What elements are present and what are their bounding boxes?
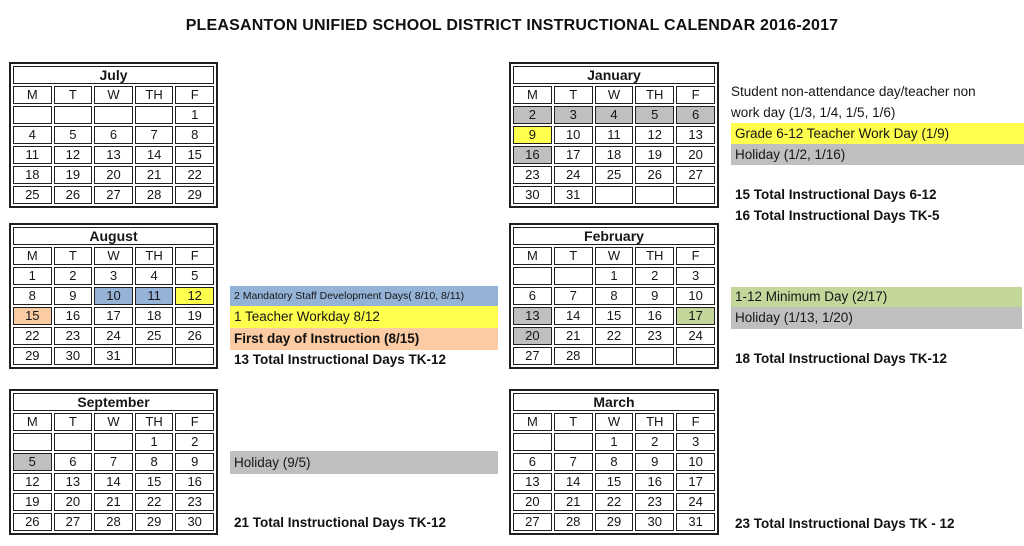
day-header-row (13, 413, 214, 431)
total-days-august: 13 Total Instructional Days TK-12 (234, 352, 447, 367)
day-cell (595, 186, 634, 204)
month-title: July (13, 66, 214, 84)
day-cell: 23 (54, 327, 93, 345)
day-cell: 1 (595, 267, 634, 285)
calendar-week-row (13, 186, 214, 204)
day-header-cell: F (175, 86, 214, 104)
day-cell: 4 (13, 126, 52, 144)
day-cell (595, 347, 634, 365)
day-header-cell: W (94, 413, 133, 431)
day-cell: 17 (676, 473, 715, 491)
day-header-cell: TH (635, 413, 674, 431)
day-cell: 18 (135, 307, 174, 325)
day-cell: 9 (635, 287, 674, 305)
day-cell: 15 (595, 307, 634, 325)
calendar-week-row (513, 433, 715, 451)
day-cell: 4 (135, 267, 174, 285)
day-cell: 25 (135, 327, 174, 345)
day-cell (635, 186, 674, 204)
day-cell: 22 (595, 327, 634, 345)
day-cell: 15 (13, 307, 52, 325)
day-cell (54, 106, 93, 124)
day-cell (94, 433, 133, 451)
day-cell: 30 (54, 347, 93, 365)
day-header-cell: T (554, 86, 593, 104)
day-cell: 9 (635, 453, 674, 471)
day-cell (13, 106, 52, 124)
day-cell: 29 (595, 513, 634, 531)
day-cell (635, 347, 674, 365)
day-header-row (13, 247, 214, 265)
day-cell: 24 (676, 327, 715, 345)
day-header-cell: M (13, 86, 52, 104)
day-header-cell: TH (135, 247, 174, 265)
day-cell: 11 (135, 287, 174, 305)
day-cell (135, 106, 174, 124)
day-cell: 14 (135, 146, 174, 164)
day-cell: 21 (94, 493, 133, 511)
day-cell: 26 (635, 166, 674, 184)
day-cell: 20 (513, 327, 552, 345)
day-header-cell: F (676, 413, 715, 431)
day-header-row (513, 247, 715, 265)
month-title: September (13, 393, 214, 411)
day-cell: 11 (595, 126, 634, 144)
calendar-week-row (513, 106, 715, 124)
calendar-week-row (513, 126, 715, 144)
day-cell: 25 (595, 166, 634, 184)
day-cell: 15 (595, 473, 634, 491)
day-cell: 12 (635, 126, 674, 144)
calendar-week-row (513, 513, 715, 531)
day-header-cell: T (54, 247, 93, 265)
calendar-week-row (513, 146, 715, 164)
day-cell: 23 (635, 493, 674, 511)
day-cell: 26 (13, 513, 52, 531)
day-cell: 23 (635, 327, 674, 345)
calendar-week-row (513, 166, 715, 184)
calendar-week-row (13, 473, 214, 491)
day-cell: 7 (554, 287, 593, 305)
day-cell: 22 (13, 327, 52, 345)
calendar-table-march (509, 389, 719, 535)
day-cell: 5 (175, 267, 214, 285)
day-header-cell: M (513, 247, 552, 265)
month-title-row (513, 393, 715, 411)
day-cell: 16 (635, 307, 674, 325)
day-cell: 9 (175, 453, 214, 471)
legend-teacher-work-day-january: Grade 6-12 Teacher Work Day (1/9) (731, 123, 1024, 144)
day-cell: 16 (54, 307, 93, 325)
day-cell: 8 (175, 126, 214, 144)
day-cell: 2 (54, 267, 93, 285)
day-cell: 20 (94, 166, 133, 184)
calendar-week-row (513, 287, 715, 305)
day-cell: 16 (635, 473, 674, 491)
day-cell: 3 (676, 433, 715, 451)
page-title: PLEASANTON UNIFIED SCHOOL DISTRICT INSTRUCTIONAL CALENDAR 2016-2017 (185, 17, 839, 34)
day-cell: 27 (94, 186, 133, 204)
day-cell: 14 (554, 307, 593, 325)
calendar-week-row (13, 453, 214, 471)
day-cell: 20 (513, 493, 552, 511)
day-cell: 13 (513, 473, 552, 491)
day-cell: 31 (554, 186, 593, 204)
day-cell: 16 (175, 473, 214, 491)
day-cell: 13 (94, 146, 133, 164)
day-header-cell: TH (635, 86, 674, 104)
calendar-week-row (13, 267, 214, 285)
day-cell: 10 (94, 287, 133, 305)
day-header-cell: TH (635, 247, 674, 265)
day-header-cell: T (554, 413, 593, 431)
day-cell: 21 (135, 166, 174, 184)
day-cell: 23 (513, 166, 552, 184)
calendar-table-january (509, 62, 719, 208)
day-cell: 29 (13, 347, 52, 365)
day-cell (554, 267, 593, 285)
calendar-table-july (9, 62, 218, 208)
day-cell: 6 (94, 126, 133, 144)
day-cell: 2 (635, 267, 674, 285)
day-cell: 6 (513, 287, 552, 305)
day-cell: 6 (676, 106, 715, 124)
calendar-week-row (13, 433, 214, 451)
calendar-week-row (13, 126, 214, 144)
day-cell: 7 (554, 453, 593, 471)
day-cell: 19 (635, 146, 674, 164)
day-cell: 8 (595, 287, 634, 305)
day-cell: 5 (54, 126, 93, 144)
day-cell: 24 (94, 327, 133, 345)
month-title-row (513, 66, 715, 84)
day-header-cell: W (595, 413, 634, 431)
day-header-cell: M (513, 413, 552, 431)
day-cell: 9 (54, 287, 93, 305)
day-header-cell: F (676, 247, 715, 265)
day-cell (94, 106, 133, 124)
legend-staff-development-days: 2 Mandatory Staff Development Days( 8/10, 8/11) (230, 286, 498, 306)
day-cell: 26 (54, 186, 93, 204)
calendar-week-row (513, 347, 715, 365)
day-cell: 19 (175, 307, 214, 325)
day-cell: 17 (94, 307, 133, 325)
day-cell: 3 (554, 106, 593, 124)
day-cell: 30 (635, 513, 674, 531)
calendar-week-row (513, 267, 715, 285)
day-cell: 8 (13, 287, 52, 305)
calendar-week-row (513, 186, 715, 204)
day-cell: 13 (676, 126, 715, 144)
day-cell: 18 (595, 146, 634, 164)
day-cell: 27 (513, 513, 552, 531)
day-cell: 19 (54, 166, 93, 184)
legend-holiday-september: Holiday (9/5) (230, 451, 498, 474)
calendar-week-row (13, 493, 214, 511)
day-header-cell: M (513, 86, 552, 104)
day-cell: 1 (13, 267, 52, 285)
month-title-row (513, 227, 715, 245)
day-cell: 6 (54, 453, 93, 471)
day-header-cell: F (676, 86, 715, 104)
day-cell: 28 (135, 186, 174, 204)
day-cell: 5 (635, 106, 674, 124)
month-title-row (13, 227, 214, 245)
day-header-cell: W (595, 86, 634, 104)
calendar-week-row (513, 453, 715, 471)
day-cell: 22 (595, 493, 634, 511)
day-header-cell: F (175, 247, 214, 265)
legend-minimum-day: 1-12 Minimum Day (2/17) (731, 287, 1022, 307)
day-header-row (13, 86, 214, 104)
day-header-cell: W (94, 86, 133, 104)
day-cell: 24 (554, 166, 593, 184)
day-cell: 17 (554, 146, 593, 164)
day-cell: 2 (175, 433, 214, 451)
day-cell: 16 (513, 146, 552, 164)
day-cell: 3 (94, 267, 133, 285)
day-cell (13, 433, 52, 451)
day-cell: 6 (513, 453, 552, 471)
day-cell: 11 (13, 146, 52, 164)
day-cell: 12 (54, 146, 93, 164)
day-cell (676, 347, 715, 365)
day-cell: 13 (54, 473, 93, 491)
legend-teacher-workday: 1 Teacher Workday 8/12 (230, 306, 498, 328)
day-cell: 2 (513, 106, 552, 124)
day-cell: 19 (13, 493, 52, 511)
day-cell: 20 (54, 493, 93, 511)
day-header-cell: TH (135, 413, 174, 431)
day-cell: 30 (513, 186, 552, 204)
day-cell: 10 (554, 126, 593, 144)
day-cell: 29 (135, 513, 174, 531)
day-cell (135, 347, 174, 365)
day-cell: 10 (676, 287, 715, 305)
day-cell (175, 347, 214, 365)
day-cell: 30 (175, 513, 214, 531)
legend-student-non-attendance-line2: work day (1/3, 1/4, 1/5, 1/6) (731, 105, 896, 120)
legend-holiday-january: Holiday (1/2, 1/16) (731, 144, 1024, 165)
day-cell: 15 (135, 473, 174, 491)
calendar-week-row (13, 166, 214, 184)
calendar-week-row (13, 106, 214, 124)
day-cell: 2 (635, 433, 674, 451)
day-cell: 24 (676, 493, 715, 511)
day-cell: 25 (13, 186, 52, 204)
calendar-week-row (13, 146, 214, 164)
day-cell: 31 (94, 347, 133, 365)
day-header-cell: W (595, 247, 634, 265)
calendar-table-september (9, 389, 218, 535)
day-header-cell: W (94, 247, 133, 265)
day-cell: 23 (175, 493, 214, 511)
day-header-cell: T (554, 247, 593, 265)
day-cell: 18 (13, 166, 52, 184)
day-cell: 22 (135, 493, 174, 511)
day-header-cell: T (54, 413, 93, 431)
day-cell (54, 433, 93, 451)
day-cell: 22 (175, 166, 214, 184)
calendar-week-row (13, 307, 214, 325)
calendar-week-row (513, 307, 715, 325)
calendar-week-row (513, 493, 715, 511)
day-header-cell: M (13, 413, 52, 431)
day-cell: 7 (94, 453, 133, 471)
calendar-week-row (513, 473, 715, 491)
total-days-september: 21 Total Instructional Days TK-12 (234, 515, 447, 530)
day-header-cell: F (175, 413, 214, 431)
total-days-january-tk-5: 16 Total Instructional Days TK-5 (735, 208, 940, 223)
calendar-table-august (9, 223, 218, 369)
day-cell: 21 (554, 327, 593, 345)
day-cell: 13 (513, 307, 552, 325)
day-cell: 12 (13, 473, 52, 491)
day-cell: 12 (175, 287, 214, 305)
total-days-march: 23 Total Instructional Days TK - 12 (735, 516, 955, 531)
total-days-february: 18 Total Instructional Days TK-12 (735, 351, 948, 366)
day-cell: 27 (54, 513, 93, 531)
day-header-row (513, 86, 715, 104)
month-title: March (513, 393, 715, 411)
month-title: January (513, 66, 715, 84)
day-cell: 28 (554, 347, 593, 365)
day-cell: 8 (135, 453, 174, 471)
day-cell: 1 (175, 106, 214, 124)
day-cell: 7 (135, 126, 174, 144)
day-cell: 9 (513, 126, 552, 144)
day-header-row (513, 413, 715, 431)
day-header-cell: M (13, 247, 52, 265)
day-cell (676, 186, 715, 204)
day-cell: 17 (676, 307, 715, 325)
calendar-week-row (13, 347, 214, 365)
month-title-row (13, 393, 214, 411)
month-title: February (513, 227, 715, 245)
day-cell: 26 (175, 327, 214, 345)
day-cell: 5 (13, 453, 52, 471)
day-cell: 3 (676, 267, 715, 285)
calendar-week-row (13, 287, 214, 305)
day-cell: 27 (676, 166, 715, 184)
day-cell: 1 (595, 433, 634, 451)
day-header-cell: TH (135, 86, 174, 104)
legend-holiday-february: Holiday (1/13, 1/20) (731, 307, 1022, 329)
day-header-cell: T (54, 86, 93, 104)
calendar-week-row (13, 327, 214, 345)
legend-student-non-attendance (731, 81, 1024, 123)
day-cell: 10 (676, 453, 715, 471)
day-cell: 14 (94, 473, 133, 491)
day-cell: 27 (513, 347, 552, 365)
day-cell (554, 433, 593, 451)
day-cell: 15 (175, 146, 214, 164)
day-cell (513, 433, 552, 451)
calendar-week-row (13, 513, 214, 531)
day-cell: 20 (676, 146, 715, 164)
day-cell: 31 (676, 513, 715, 531)
day-cell (513, 267, 552, 285)
month-title-row (13, 66, 214, 84)
total-days-january-6-12: 15 Total Instructional Days 6-12 (735, 187, 937, 202)
day-cell: 28 (554, 513, 593, 531)
calendar-table-february (509, 223, 719, 369)
day-cell: 14 (554, 473, 593, 491)
calendar-week-row (513, 327, 715, 345)
day-cell: 1 (135, 433, 174, 451)
month-title: August (13, 227, 214, 245)
day-cell: 29 (175, 186, 214, 204)
legend-first-day-of-instruction: First day of Instruction (8/15) (230, 328, 498, 350)
day-cell: 28 (94, 513, 133, 531)
day-cell: 21 (554, 493, 593, 511)
day-cell: 4 (595, 106, 634, 124)
legend-student-non-attendance-line1: Student non-attendance day/teacher non (731, 84, 976, 99)
day-cell: 8 (595, 453, 634, 471)
